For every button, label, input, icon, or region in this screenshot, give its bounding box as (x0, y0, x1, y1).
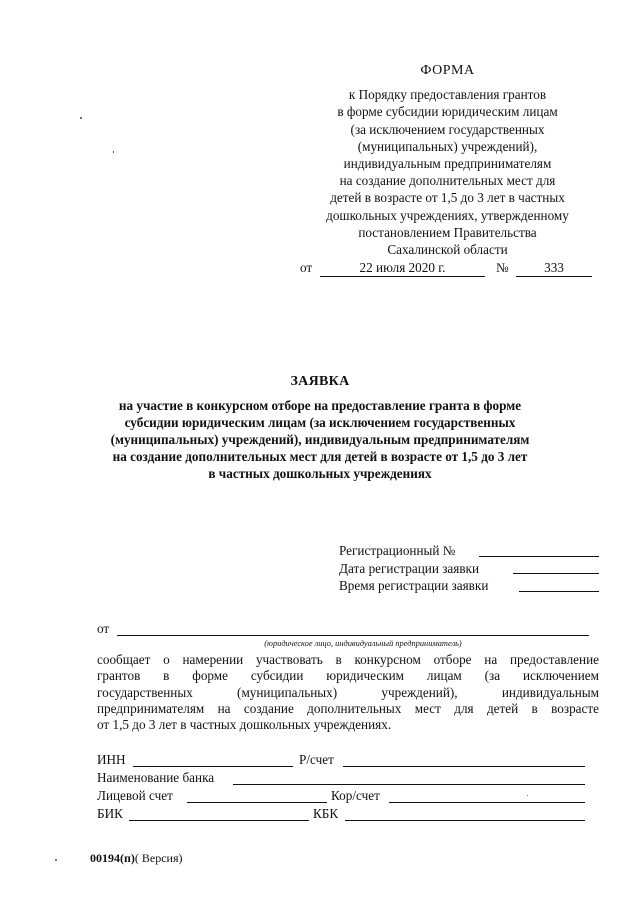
registration-number-field[interactable] (479, 555, 599, 557)
applicant-field[interactable] (117, 635, 589, 636)
inn-field[interactable] (133, 766, 293, 767)
account-field[interactable] (343, 766, 585, 767)
registration-time-row (339, 577, 599, 595)
statement-line: от 1,5 до 3 лет в частных дошкольных учреждениях. (97, 717, 392, 733)
title-line: на создание дополнительных мест для детей в возрасте от 1,5 до 3 лет (112, 449, 528, 464)
personal-account-field[interactable] (187, 802, 327, 803)
registration-time-label: Время регистрации заявки (339, 578, 489, 593)
statement-line: грантов в форме субсидии юридическим лицам (за исключением (97, 668, 599, 684)
header-line: в форме субсидии юридическим лицам (337, 104, 558, 120)
registration-date-row (339, 560, 599, 578)
order-reference (300, 260, 600, 278)
bank-name-label: Наименование банка (97, 770, 215, 785)
registration-date-field[interactable] (513, 572, 599, 574)
applicant-from-label: от (97, 621, 110, 636)
title-line: субсидии юридическим лицам (за исключением государственных (124, 415, 516, 430)
header-line: к Порядку предоставления грантов (348, 87, 547, 103)
header-line: дошкольных учреждениях, утвержденному (326, 207, 569, 223)
bik-field[interactable] (129, 820, 309, 821)
statement-line: государственных (муниципальных) учреждений), индивидуальным (97, 684, 599, 700)
bank-name-field[interactable] (233, 784, 585, 785)
bank-details (97, 752, 592, 824)
scan-speck (55, 859, 57, 861)
corr-account-label: Кор/счет (331, 788, 380, 803)
personal-account-row (97, 788, 592, 806)
header-line: индивидуальным предпринимателям (343, 156, 552, 172)
registration-number-row (339, 542, 599, 560)
statement-line: предпринимателям на создание дополнительных мест для детей в возрасте (97, 700, 599, 716)
registration-date-label: Дата регистрации заявки (339, 560, 480, 576)
title-line: в частных дошкольных учреждениях (208, 466, 432, 481)
bik-label: БИК (97, 806, 123, 821)
scan-speck (527, 795, 528, 796)
title-line: на участие в конкурсном отборе на предоставление гранта в форме (118, 398, 522, 413)
applicant-hint: (юридическое лицо, индивидуальный предприниматель) (264, 639, 462, 648)
header-line: постановлением Правительства (358, 224, 537, 240)
application-title (80, 373, 560, 482)
document-code: 00194(п) (90, 851, 135, 865)
statement-paragraph (97, 652, 599, 733)
corr-account-field[interactable] (389, 802, 585, 803)
registration-number-label: Регистрационный № (339, 543, 456, 558)
account-label: Р/счет (299, 752, 334, 767)
bik-row (97, 806, 592, 824)
order-date: 22 июля 2020 г. (320, 260, 485, 277)
registration-time-field[interactable] (519, 590, 599, 592)
order-number: 333 (516, 260, 592, 277)
header-line: детей в возрасте от 1,5 до 3 лет в частных (330, 190, 565, 206)
inn-row (97, 752, 592, 770)
scan-speck (80, 117, 82, 119)
form-word: ФОРМА (420, 63, 475, 78)
scan-speck (113, 151, 114, 153)
bank-name-row (97, 770, 592, 788)
title-main: ЗАЯВКА (290, 374, 350, 389)
title-line: (муниципальных) учреждений), индивидуальным предпринимателям (110, 432, 530, 447)
header-line: (за исключением государственных (350, 121, 545, 137)
inn-label: ИНН (97, 752, 126, 767)
document-footer (90, 851, 183, 866)
applicant-row (97, 621, 589, 639)
header-line: (муниципальных) учреждений), (357, 138, 538, 154)
kbk-label: КБК (313, 806, 339, 821)
document-version: ( Версия) (134, 851, 183, 865)
form-header (300, 62, 595, 258)
personal-account-label: Лицевой счет (97, 788, 173, 803)
kbk-field[interactable] (345, 820, 585, 821)
header-line: Сахалинской области (387, 242, 508, 258)
registration-block (339, 542, 599, 595)
statement-line: сообщает о намерении участвовать в конкурсном отборе на предоставление (97, 652, 599, 667)
order-from-label: от (300, 260, 313, 275)
header-line: на создание дополнительных мест для (339, 173, 556, 189)
order-number-label: № (496, 260, 509, 275)
